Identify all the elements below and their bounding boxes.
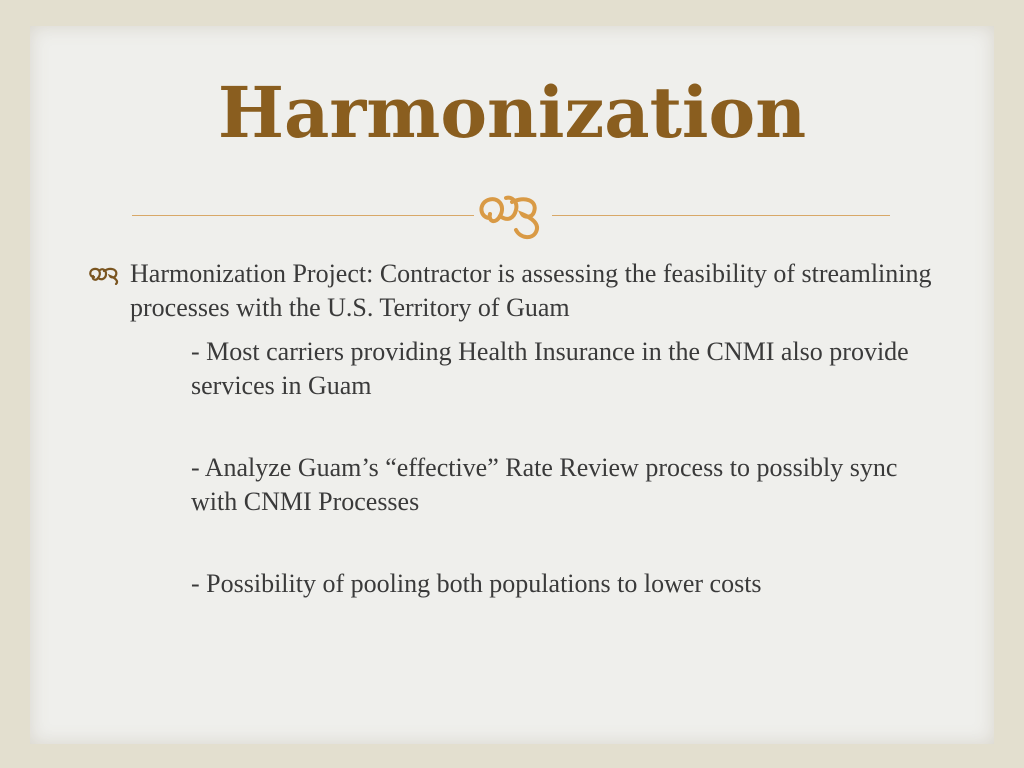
slide-title: Harmonization (217, 71, 807, 154)
sub-item: - Possibility of pooling both populations to lower costs (191, 569, 762, 598)
bullet-text: Harmonization Project: Contractor is assessing the feasibility of streamlining processes with the U.S. Territory of Guam (130, 259, 932, 322)
flourish-ornament-icon (476, 188, 550, 240)
title-divider-left (132, 215, 474, 216)
title-divider-right (552, 215, 890, 216)
slide-body (88, 257, 948, 601)
sub-item: - Most carriers providing Health Insurance in the CNMI also provide services in Guam (191, 337, 909, 400)
bullet-item (88, 257, 948, 325)
sub-item: - Analyze Guam’s “effective” Rate Review process to possibly sync with CNMI Processes (191, 453, 898, 516)
flourish-bullet-icon (88, 265, 120, 285)
